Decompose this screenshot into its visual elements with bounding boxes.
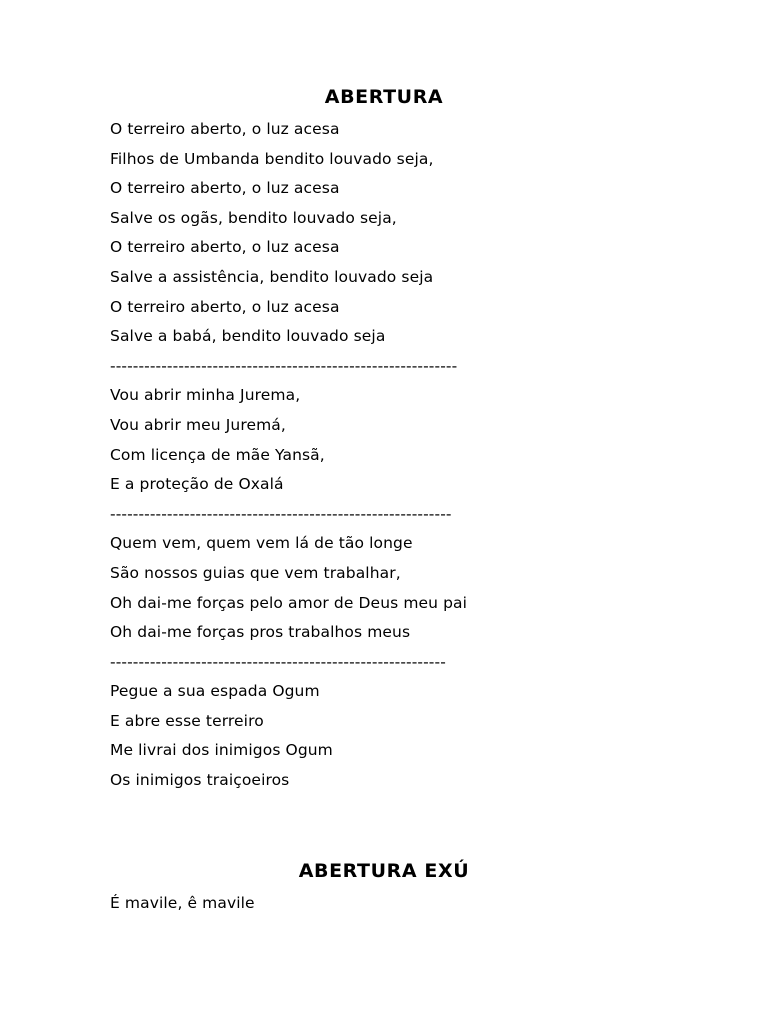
lyric-line: Salve a assistência, bendito louvado seja xyxy=(110,267,434,286)
lyric-line: Oh dai-me forças pros trabalhos meus xyxy=(110,623,411,642)
lyric-line: Vou abrir meu Juremá, xyxy=(110,415,286,434)
lyrics-abertura xyxy=(110,120,730,801)
section-title-abertura: ABERTURA xyxy=(324,86,444,108)
lyric-line: São nossos guias que vem trabalhar, xyxy=(110,563,401,582)
lyrics-abertura-exu xyxy=(110,894,730,924)
section-title-abertura-exu: ABERTURA EXÚ xyxy=(298,860,470,882)
lyric-line: Filhos de Umbanda bendito louvado seja, xyxy=(110,149,434,168)
lyric-line: O terreiro aberto, o luz acesa xyxy=(110,297,340,316)
lyric-line: Salve a babá, bendito louvado seja xyxy=(110,327,386,346)
divider-line: ------------------------------------------------------------ xyxy=(110,504,452,523)
lyric-line: Os inimigos traiçoeiros xyxy=(110,771,290,790)
lyric-line: O terreiro aberto, o luz acesa xyxy=(110,179,340,198)
lyric-line: Pegue a sua espada Ogum xyxy=(110,682,320,701)
lyric-line: Quem vem, quem vem lá de tão longe xyxy=(110,534,413,553)
lyric-line: E a proteção de Oxalá xyxy=(110,475,284,494)
lyric-line: Me livrai dos inimigos Ogum xyxy=(110,741,333,760)
lyric-line: Oh dai-me forças pelo amor de Deus meu pai xyxy=(110,593,468,612)
divider-line: ------------------------------------------------------------- xyxy=(110,356,458,375)
divider-line: ----------------------------------------------------------- xyxy=(110,652,446,671)
lyric-line: É mavile, ê mavile xyxy=(110,894,255,912)
lyric-line: Com licença de mãe Yansã, xyxy=(110,445,325,464)
lyric-line: E abre esse terreiro xyxy=(110,711,264,730)
lyric-line: O terreiro aberto, o luz acesa xyxy=(110,238,340,257)
lyric-line: Vou abrir minha Jurema, xyxy=(110,386,301,405)
lyric-line: Salve os ogãs, bendito louvado seja, xyxy=(110,208,397,227)
lyric-line: O terreiro aberto, o luz acesa xyxy=(110,120,340,138)
